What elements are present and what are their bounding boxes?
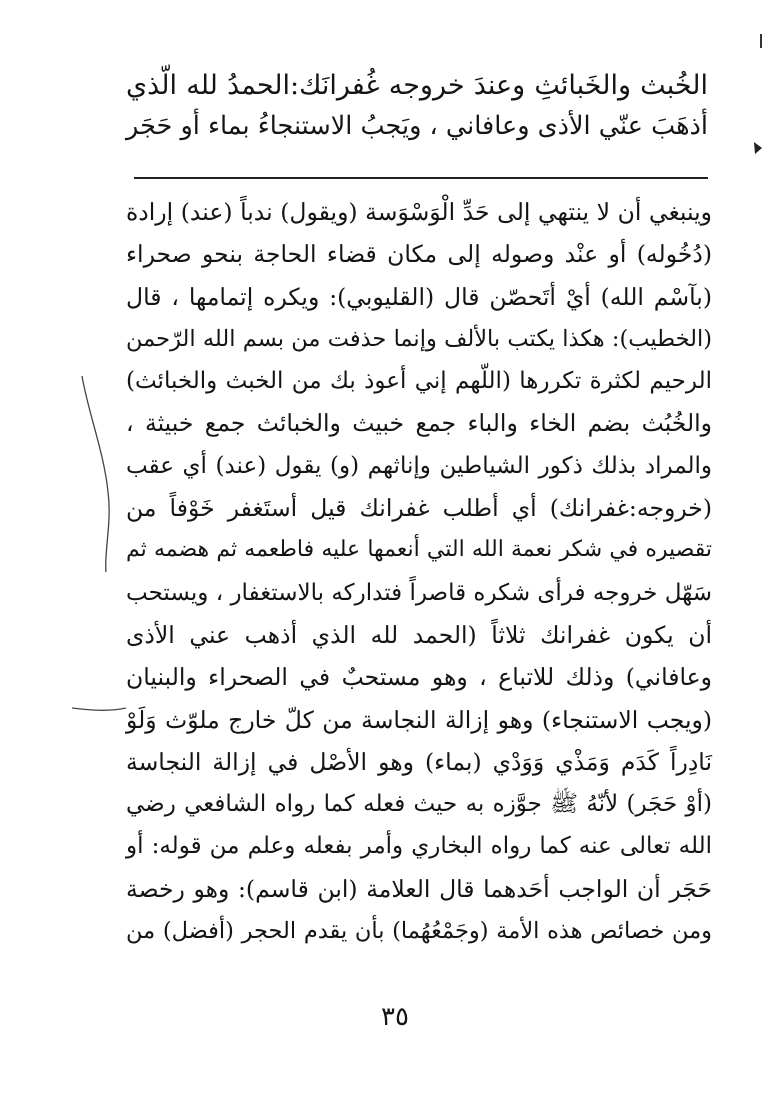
commentary-line: (ويجب الاستنجاء) وهو إزالة النجاسة من كلّ خارج ملوّث وَلَوْ: [126, 705, 712, 734]
separator-rule: [134, 177, 708, 179]
commentary-line: الله تعالى عنه كما رواه البخاري وأمر بفعله وعلم من قوله: أو: [126, 833, 712, 860]
commentary-line: أن يكون غفرانك ثلاثاً (الحمد لله الذي أذهب عني الأذى: [126, 620, 712, 649]
commentary-line: سَهّل خروجه فرأى شكره قاصراً فتداركه بالاستغفار ، ويستحب: [126, 579, 712, 606]
main-text: [126, 66, 708, 146]
commentary-line: وينبغي أن لا ينتهي إلى حَدِّ الْوَسْوَسة (ويقول) ندباً (عند) إرادة: [126, 198, 712, 226]
page-number: ٣٥: [381, 1002, 409, 1032]
commentary-line: وعافاني) وذلك للاتباع ، وهو مستحبٌ في الصحراء والبنيان: [126, 663, 712, 692]
commentary-line: الرحيم لكثرة تكررها (اللّهم إني أعوذ بك من الخبث والخبائث): [126, 368, 712, 395]
commentary-line: والمراد بذلك ذكور الشياطين وإناثهم (و) يقول (عند) أي عقب: [126, 452, 712, 479]
commentary-line: (دُخُوله) أو عنْد وصوله إلى مكان قضاء الحاجة بنحو صحراء: [126, 240, 712, 269]
commentary-line: (بآسْم الله) أيْ أتَحصّن قال (القليوبي): ويكره إتمامها ، قال: [126, 282, 712, 311]
main-text-line: أذهَبَ عنّي الأذى وعافاني ، ويَجبُ الاستنجاءُ بماء أو حَجَر: [126, 111, 708, 141]
commentary-line: نَادِراً كَدَم وَمَذْي وَوَدْي (بماء) وهو الأصْل في إزالة النجاسة: [126, 747, 712, 776]
commentary-line: والخُبُث بضم الخاء والباء جمع خبيث والخبائث جمع خبيثة ،: [126, 409, 712, 438]
margin-tick-mark: [752, 138, 766, 158]
commentary-line: (الخطيب): هكذا يكتب بالألف وإنما حذفت من بسم الله الرّحمن: [126, 325, 712, 352]
commentary-line: تقصيره في شكر نعمة الله التي أنعمها عليه فاطعمه ثم هضمه ثم: [126, 537, 712, 563]
commentary-line: (خروجه:غفرانك) أي أطلب غفرانك قيل أستَغفر خَوْفاً من: [126, 494, 712, 523]
commentary-text: [126, 191, 712, 952]
margin-dot-mark: [757, 32, 765, 52]
main-text-line: الخُبث والخَبائثِ وعندَ خروجه غُفرانَك:الحمدُ لله الّذي: [126, 70, 708, 101]
commentary-line: حَجَر أن الواجب أحَدهما قال العلامة (ابن قاسم): وهو رخصة: [126, 874, 712, 903]
commentary-line: (أوْ حَجَر) لأنّهُ ﷺ جوَّزه به حيث فعله كما رواه الشافعي رضي: [126, 791, 712, 818]
commentary-line: ومن خصائص هذه الأمة (وجَمْعُهُما) بأن يقدم الحجر (أفضل) من: [126, 918, 712, 945]
